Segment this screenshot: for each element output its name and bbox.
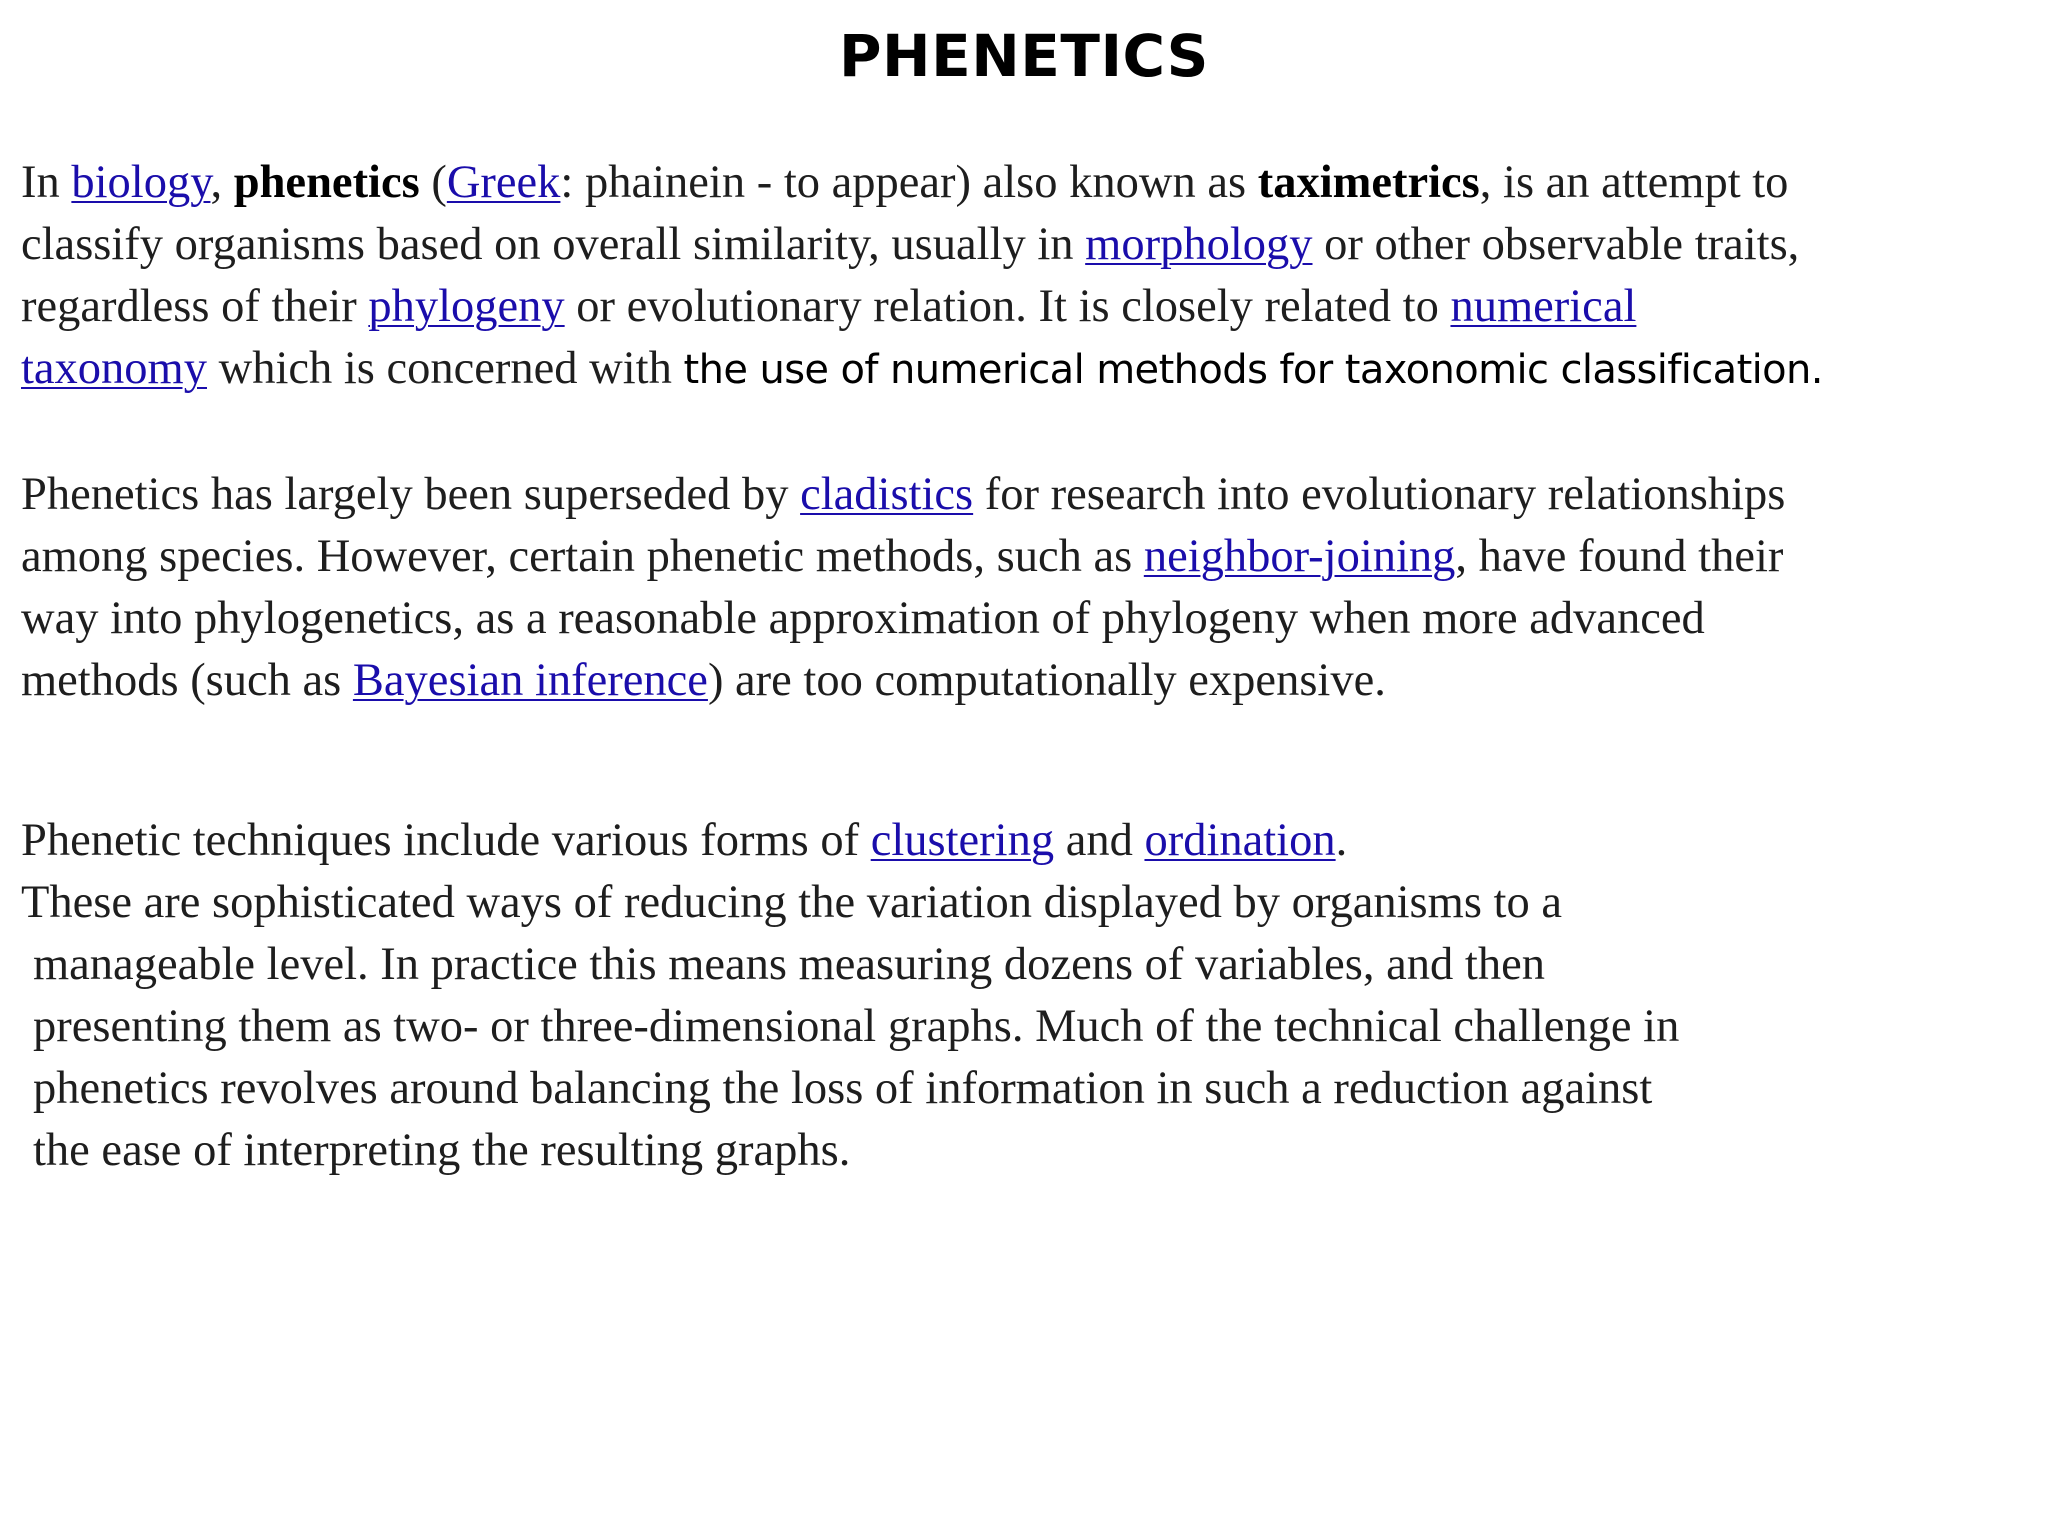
link-phylogeny[interactable]: phylogeny [368,281,565,332]
text-span-sans: the use of numerical methods for taxonomic classification. [683,347,1823,393]
text-span: regardless of their [21,281,369,332]
link-neighbor-joining[interactable]: neighbor-joining [1143,531,1456,582]
text-span: for research into evolutionary relationships [973,469,1786,520]
text-span: or evolutionary relation. It is closely related to [564,281,1451,332]
text-span: : phainein - to appear) also known as [560,157,1258,208]
text-line [21,464,2031,526]
term-phenetics: phenetics [233,157,420,208]
page-title: PHENETICS [839,22,1209,90]
paragraph-techniques [21,810,2031,1182]
term-taximetrics: taximetrics [1257,157,1480,208]
text-span: among species. However, certain phenetic methods, such as [21,531,1144,582]
text-span: , [210,157,234,208]
text-line [21,276,2031,338]
text-line: way into phylogenetics, as a reasonable approximation of phylogeny when more advanced [21,593,1705,644]
text-line: the ease of interpreting the resulting graphs. [33,1125,851,1176]
text-span: and [1054,815,1145,866]
link-biology[interactable]: biology [71,157,211,208]
link-clustering[interactable]: clustering [870,815,1055,866]
link-cladistics[interactable]: cladistics [800,469,974,520]
text-span: ( [419,157,447,208]
link-bayesian-inference[interactable]: Bayesian inference [352,655,708,706]
text-line: presenting them as two- or three-dimensional graphs. Much of the technical challenge in [33,1001,1680,1052]
text-line: manageable level. In practice this means measuring dozens of variables, and then [33,939,1545,990]
text-span: which is concerned with [206,343,684,394]
text-span: Phenetics has largely been superseded by [21,469,801,520]
paragraph-cladistics [21,464,2031,712]
text-span: , have found their [1455,531,1784,582]
link-numerical-taxonomy-part2[interactable]: taxonomy [21,343,207,394]
text-line: phenetics revolves around balancing the loss of information in such a reduction against [33,1063,1653,1114]
text-line [21,214,2031,276]
text-span: . [1335,815,1348,866]
text-span: , is an attempt to [1479,157,1789,208]
text-line [21,152,2031,214]
paragraph-definition [21,152,2031,401]
text-line: These are sophisticated ways of reducing the variation displayed by organisms to a [21,877,1562,928]
text-span: In [21,157,72,208]
text-line [21,338,2031,401]
text-line [21,810,2031,872]
text-span: methods (such as [21,655,353,706]
text-span: or other observable traits, [1312,219,1800,270]
text-span: classify organisms based on overall similarity, usually in [21,219,1086,270]
link-greek[interactable]: Greek [446,157,561,208]
link-numerical-taxonomy-part1[interactable]: numerical [1450,281,1637,332]
text-line [21,650,2031,712]
text-span: ) are too computationally expensive. [707,655,1386,706]
link-ordination[interactable]: ordination [1144,815,1336,866]
link-morphology[interactable]: morphology [1085,219,1313,270]
text-span: Phenetic techniques include various forms of [21,815,871,866]
text-line [21,526,2031,588]
